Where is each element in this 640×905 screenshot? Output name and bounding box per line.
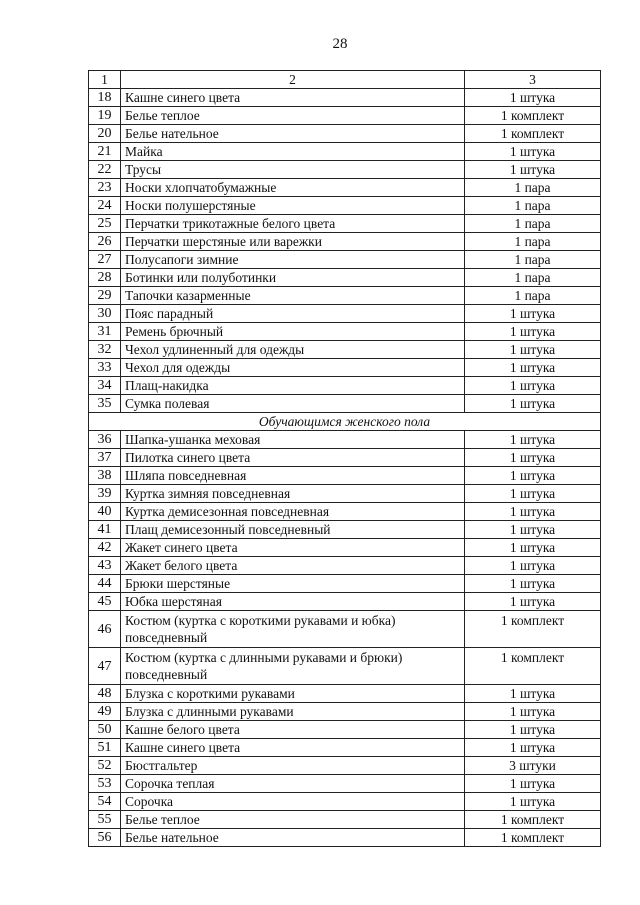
row-number: 47	[89, 648, 121, 685]
table-row	[89, 395, 601, 413]
rows-group-a	[89, 89, 601, 413]
row-quantity: 1 штука	[465, 557, 601, 575]
row-name: Шапка-ушанка меховая	[121, 431, 465, 449]
section-header-group	[89, 413, 601, 431]
table-row	[89, 721, 601, 739]
table-row	[89, 341, 601, 359]
row-name: Полусапоги зимние	[121, 251, 465, 269]
row-number: 40	[89, 503, 121, 521]
row-name: Жакет синего цвета	[121, 539, 465, 557]
table-row	[89, 107, 601, 125]
row-quantity: 1 штука	[465, 395, 601, 413]
row-name: Носки хлопчатобумажные	[121, 179, 465, 197]
table-header-row	[89, 71, 601, 89]
row-name: Носки полушерстяные	[121, 197, 465, 215]
row-quantity: 1 комплект	[465, 125, 601, 143]
row-quantity: 1 штука	[465, 143, 601, 161]
row-quantity: 1 штука	[465, 685, 601, 703]
table-row	[89, 485, 601, 503]
row-number: 46	[89, 611, 121, 648]
row-quantity: 1 пара	[465, 269, 601, 287]
table-row	[89, 775, 601, 793]
row-number: 36	[89, 431, 121, 449]
table-row	[89, 89, 601, 107]
row-name: Сумка полевая	[121, 395, 465, 413]
section-header-row	[89, 413, 601, 431]
table-row	[89, 251, 601, 269]
table-row	[89, 739, 601, 757]
row-number: 32	[89, 341, 121, 359]
row-name: Чехол удлиненный для одежды	[121, 341, 465, 359]
row-number: 44	[89, 575, 121, 593]
table-row	[89, 467, 601, 485]
row-name: Костюм (куртка с длинными рукавами и брюки) повседневный	[121, 648, 465, 685]
table-row	[89, 359, 601, 377]
rows-group-b	[89, 431, 601, 611]
items-table	[88, 70, 601, 847]
row-number: 25	[89, 215, 121, 233]
row-number: 39	[89, 485, 121, 503]
row-name: Сорочка теплая	[121, 775, 465, 793]
row-number: 18	[89, 89, 121, 107]
row-quantity: 1 штука	[465, 161, 601, 179]
row-number: 33	[89, 359, 121, 377]
row-number: 19	[89, 107, 121, 125]
row-name: Плащ-накидка	[121, 377, 465, 395]
table-row	[89, 269, 601, 287]
table-row	[89, 305, 601, 323]
table-row	[89, 593, 601, 611]
row-quantity: 1 штука	[465, 775, 601, 793]
row-name: Куртка демисезонная повседневная	[121, 503, 465, 521]
row-number: 31	[89, 323, 121, 341]
row-number: 48	[89, 685, 121, 703]
row-name: Сорочка	[121, 793, 465, 811]
row-number: 20	[89, 125, 121, 143]
table-row	[89, 648, 601, 685]
row-quantity: 1 комплект	[465, 811, 601, 829]
table-row	[89, 215, 601, 233]
row-number: 50	[89, 721, 121, 739]
row-quantity: 1 пара	[465, 215, 601, 233]
row-name: Белье теплое	[121, 811, 465, 829]
row-number: 51	[89, 739, 121, 757]
table-row	[89, 449, 601, 467]
row-name: Плащ демисезонный повседневный	[121, 521, 465, 539]
row-name: Кашне синего цвета	[121, 739, 465, 757]
row-number: 52	[89, 757, 121, 775]
row-quantity: 1 штука	[465, 449, 601, 467]
row-quantity: 1 штука	[465, 521, 601, 539]
row-quantity: 1 штука	[465, 89, 601, 107]
row-number: 43	[89, 557, 121, 575]
table-row	[89, 233, 601, 251]
row-number: 54	[89, 793, 121, 811]
row-quantity: 1 пара	[465, 251, 601, 269]
row-number: 41	[89, 521, 121, 539]
row-name: Юбка шерстяная	[121, 593, 465, 611]
row-quantity: 1 штука	[465, 377, 601, 395]
row-name: Тапочки казарменные	[121, 287, 465, 305]
row-name: Бюстгальтер	[121, 757, 465, 775]
table-row	[89, 703, 601, 721]
table-row	[89, 829, 601, 847]
row-name: Ботинки или полуботинки	[121, 269, 465, 287]
row-name: Ремень брючный	[121, 323, 465, 341]
column-header-number: 1	[89, 71, 121, 89]
table-row	[89, 539, 601, 557]
table-row	[89, 287, 601, 305]
row-quantity: 1 комплект	[465, 611, 601, 648]
row-quantity: 1 штука	[465, 593, 601, 611]
table-row	[89, 143, 601, 161]
row-number: 53	[89, 775, 121, 793]
row-number: 55	[89, 811, 121, 829]
row-name: Блузка с длинными рукавами	[121, 703, 465, 721]
row-quantity: 1 комплект	[465, 107, 601, 125]
row-quantity: 1 штука	[465, 721, 601, 739]
table-row	[89, 685, 601, 703]
table-row	[89, 197, 601, 215]
row-quantity: 1 штука	[465, 467, 601, 485]
row-quantity: 1 штука	[465, 341, 601, 359]
row-quantity: 1 штука	[465, 793, 601, 811]
row-quantity: 1 штука	[465, 305, 601, 323]
table-row	[89, 323, 601, 341]
row-quantity: 1 комплект	[465, 829, 601, 847]
row-number: 28	[89, 269, 121, 287]
row-name: Трусы	[121, 161, 465, 179]
table-row	[89, 811, 601, 829]
row-quantity: 1 штука	[465, 539, 601, 557]
row-name: Шляпа повседневная	[121, 467, 465, 485]
row-name: Белье нательное	[121, 829, 465, 847]
table-row	[89, 431, 601, 449]
row-number: 24	[89, 197, 121, 215]
rows-group-c	[89, 685, 601, 847]
row-number: 35	[89, 395, 121, 413]
row-name: Костюм (куртка с короткими рукавами и юбка) повседневный	[121, 611, 465, 648]
table-row	[89, 757, 601, 775]
row-quantity: 1 штука	[465, 575, 601, 593]
row-quantity: 1 комплект	[465, 648, 601, 685]
row-quantity: 1 штука	[465, 323, 601, 341]
row-number: 45	[89, 593, 121, 611]
row-number: 23	[89, 179, 121, 197]
section-title: Обучающимся женского пола	[89, 413, 601, 431]
row-name: Кашне белого цвета	[121, 721, 465, 739]
row-quantity: 1 штука	[465, 359, 601, 377]
table-row	[89, 521, 601, 539]
row-name: Блузка с короткими рукавами	[121, 685, 465, 703]
row-name: Брюки шерстяные	[121, 575, 465, 593]
row-quantity: 1 штука	[465, 503, 601, 521]
table-row	[89, 575, 601, 593]
row-quantity: 1 штука	[465, 431, 601, 449]
row-number: 42	[89, 539, 121, 557]
row-number: 34	[89, 377, 121, 395]
row-quantity: 1 пара	[465, 179, 601, 197]
row-number: 37	[89, 449, 121, 467]
table-row	[89, 793, 601, 811]
row-number: 21	[89, 143, 121, 161]
row-quantity: 1 пара	[465, 287, 601, 305]
table-row	[89, 161, 601, 179]
row-name: Куртка зимняя повседневная	[121, 485, 465, 503]
row-quantity: 1 штука	[465, 739, 601, 757]
table-row	[89, 377, 601, 395]
row-quantity: 3 штуки	[465, 757, 601, 775]
row-quantity: 1 штука	[465, 703, 601, 721]
row-name: Чехол для одежды	[121, 359, 465, 377]
row-quantity: 1 штука	[465, 485, 601, 503]
column-header-name: 2	[121, 71, 465, 89]
row-name: Пилотка синего цвета	[121, 449, 465, 467]
row-name: Белье теплое	[121, 107, 465, 125]
row-name: Белье нательное	[121, 125, 465, 143]
row-quantity: 1 пара	[465, 233, 601, 251]
row-number: 27	[89, 251, 121, 269]
table-row	[89, 179, 601, 197]
row-number: 56	[89, 829, 121, 847]
row-name: Перчатки шерстяные или варежки	[121, 233, 465, 251]
row-quantity: 1 пара	[465, 197, 601, 215]
row-number: 30	[89, 305, 121, 323]
row-number: 22	[89, 161, 121, 179]
row-number: 26	[89, 233, 121, 251]
table-row	[89, 557, 601, 575]
row-name: Перчатки трикотажные белого цвета	[121, 215, 465, 233]
table-row	[89, 503, 601, 521]
row-name: Пояс парадный	[121, 305, 465, 323]
row-name: Кашне синего цвета	[121, 89, 465, 107]
row-name: Майка	[121, 143, 465, 161]
page-number: 28	[332, 36, 348, 52]
rows-group-tall	[89, 611, 601, 685]
row-number: 29	[89, 287, 121, 305]
column-header-quantity: 3	[465, 71, 601, 89]
row-number: 49	[89, 703, 121, 721]
table-row	[89, 611, 601, 648]
row-number: 38	[89, 467, 121, 485]
row-name: Жакет белого цвета	[121, 557, 465, 575]
table-row	[89, 125, 601, 143]
